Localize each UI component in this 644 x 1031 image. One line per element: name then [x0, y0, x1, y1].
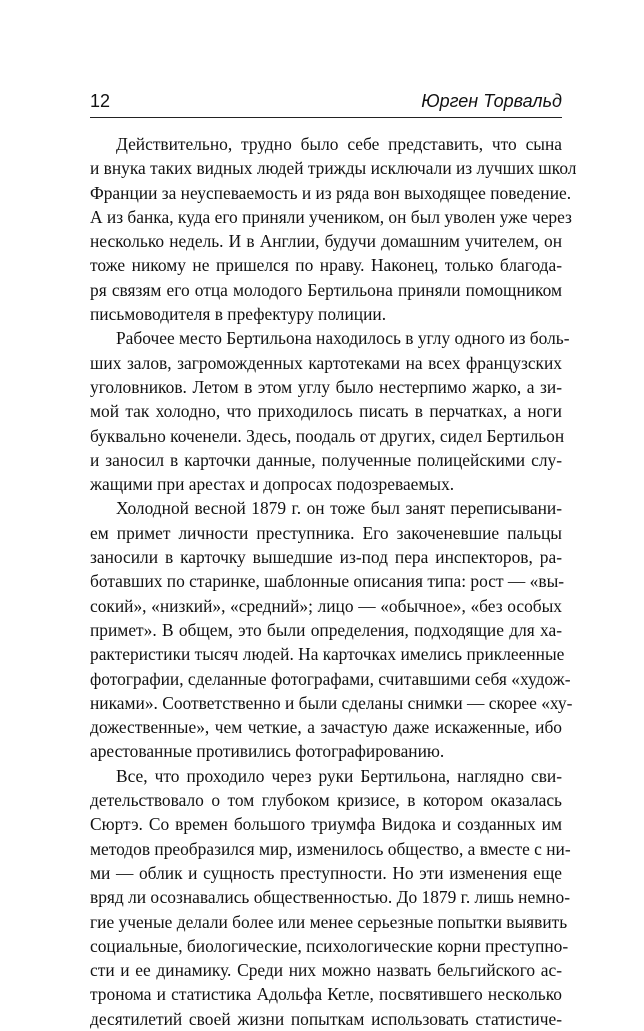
- text-line: примет». В общем, это были определения, подходящие для ха-: [90, 619, 562, 640]
- text-line: социальные, биологические, психологические корни преступно-: [90, 935, 569, 956]
- text-line: фотографии, сделанные фотографами, считавшими себя «худож-: [90, 668, 571, 689]
- text-line: тронома и статистика Адольфа Кетле, посвятившего несколько: [90, 984, 562, 1005]
- page-number: 12: [90, 91, 111, 111]
- text-line: Действительно, трудно было себе представить, что сына: [116, 134, 562, 154]
- text-line: ем примет личности преступника. Его закоченевшие пальцы: [90, 522, 562, 543]
- text-line: ших залов, загроможденных картотеками на всех французских: [90, 352, 562, 373]
- text-line: десятилетий своей жизни попыткам использовать статистиче-: [90, 1008, 562, 1029]
- text-line: и внука таких видных людей трижды исключали из лучших школ: [90, 158, 577, 179]
- text-line: гие ученые делали более или менее серьезные попытки выявить: [90, 911, 568, 932]
- text-line: никами». Соответственно и были сделаны снимки — скорее «ху-: [90, 692, 573, 713]
- text-line: письмоводителя в префектуру полиции.: [90, 304, 387, 325]
- text-line: сокий», «низкий», «средний»; лицо — «обычное», «без особых: [90, 595, 562, 616]
- text-line: буквально коченели. Здесь, поодаль от других, сидел Бертильон: [90, 425, 565, 446]
- text-line: мой так холодно, что приходилось писать в перчатках, а ноги: [90, 401, 562, 422]
- text-line: детельствовало о том глубоком кризисе, в котором оказалась: [90, 790, 562, 811]
- text-line: рактеристики тысяч людей. На карточках имелись приклеенные: [90, 644, 565, 665]
- text-line: Рабочее место Бертильона находилось в углу одного из боль-: [116, 328, 570, 349]
- text-line: ми — облик и сущность преступности. Но эти изменения еще: [90, 862, 562, 883]
- running-head: [90, 88, 562, 114]
- paragraph: [90, 326, 570, 496]
- text-line: Сюртэ. Со времен большого триумфа Видока и созданных им: [90, 814, 562, 835]
- text-line: А из банка, куда его приняли учеником, он был уволен уже через: [90, 206, 572, 227]
- paragraph: [90, 764, 571, 1031]
- body-text: [90, 132, 577, 1031]
- text-line: Холодной весной 1879 г. он тоже был занят переписывани-: [116, 498, 562, 519]
- text-line: Франции за неуспеваемость и из ряда вон выходящее поведение.: [90, 182, 572, 203]
- text-line: уголовников. Летом в этом углу было нестерпимо жарко, а зи-: [90, 376, 562, 397]
- text-line: ря связям его отца молодого Бертильона приняли помощником: [90, 279, 562, 300]
- text-line: вряд ли осознавались общественностью. До 1879 г. лишь немно-: [90, 887, 570, 908]
- text-line: тоже никому не пришелся по нраву. Наконец, только благода-: [90, 255, 562, 276]
- text-line: заносили в карточку вышедшие из-под пера инспекторов, ра-: [90, 547, 562, 568]
- text-line: дожественные», чем четкие, а зачастую даже искаженные, ибо: [90, 717, 562, 738]
- running-head-author: Юрген Торвальд: [421, 91, 562, 111]
- text-line: жащими при арестах и допросах подозреваемых.: [90, 474, 455, 495]
- text-line: методов преобразился мир, изменилось общество, а вместе с ни-: [90, 838, 571, 859]
- text-line: и заносил в карточки данные, полученные полицейскими слу-: [90, 449, 562, 470]
- text-line: сти и ее динамику. Среди них можно назвать бельгийского ас-: [90, 960, 562, 981]
- text-line: несколько недель. И в Англии, будучи домашним учителем, он: [90, 231, 562, 252]
- paragraph: [90, 132, 577, 326]
- text-line: ботавших по старинке, шаблонные описания типа: рост — «вы-: [90, 571, 565, 592]
- text-line: арестованные противились фотографированию.: [90, 741, 445, 762]
- header-rule: [90, 117, 562, 118]
- text-line: Все, что проходило через руки Бертильона, наглядно сви-: [116, 765, 562, 786]
- paragraph: [90, 496, 573, 763]
